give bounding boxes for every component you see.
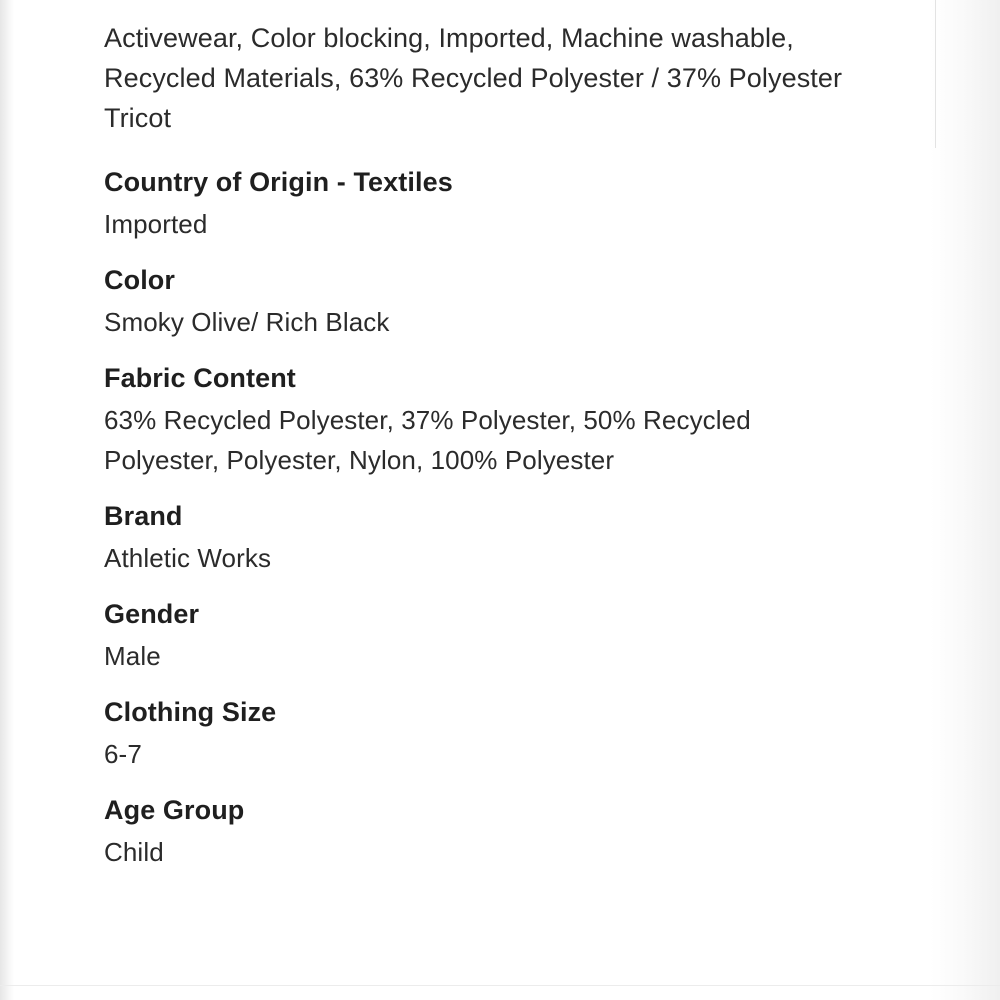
bottom-divider	[0, 985, 1000, 986]
spec-item-brand	[104, 494, 904, 578]
spec-value: Imported	[104, 209, 208, 239]
spec-item-country-of-origin-textiles	[104, 160, 904, 244]
spec-item-clothing-size	[104, 690, 904, 774]
specification-list	[104, 160, 904, 872]
spec-item-gender	[104, 592, 904, 676]
page-left-edge-shadow	[0, 0, 14, 1000]
spec-value: Smoky Olive/ Rich Black	[104, 307, 390, 337]
spec-label: Fabric Content	[104, 363, 296, 393]
spec-label: Gender	[104, 599, 200, 629]
product-description-text: Activewear, Color blocking, Imported, Machine washable, Recycled Materials, 63% Recycled Polyester / 37% Polyester Tricot	[104, 23, 843, 133]
spec-label: Color	[104, 265, 175, 295]
spec-item-color	[104, 258, 904, 342]
spec-value: Male	[104, 641, 161, 671]
spec-item-fabric-content	[104, 356, 904, 480]
spec-label: Country of Origin - Textiles	[104, 167, 453, 197]
page-right-edge-shadow	[930, 0, 1000, 1000]
spec-label: Clothing Size	[104, 697, 277, 727]
spec-label: Brand	[104, 501, 183, 531]
specifications-content	[104, 0, 904, 886]
spec-label: Age Group	[104, 795, 245, 825]
spec-item-age-group	[104, 788, 904, 872]
spec-value: 6-7	[104, 739, 142, 769]
spec-value: Athletic Works	[104, 543, 272, 573]
spec-value: 63% Recycled Polyester, 37% Polyester, 50% Recycled Polyester, Polyester, Nylon, 100% Polyester	[104, 405, 751, 475]
page-right-divider	[935, 0, 936, 148]
spec-value: Child	[104, 837, 164, 867]
